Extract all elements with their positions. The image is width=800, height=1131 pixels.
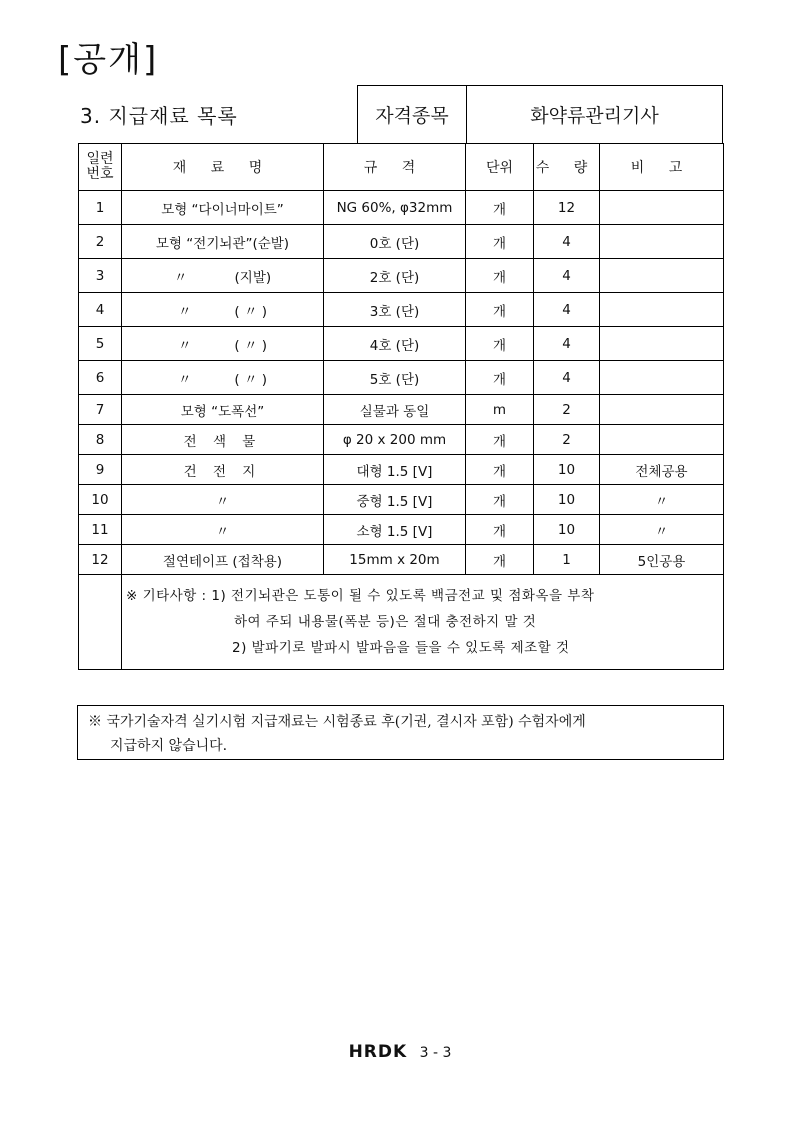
row-number: 1 [79,191,122,225]
cert-box [357,85,723,143]
material-qty: 4 [534,225,600,259]
table-row [79,361,724,395]
material-note [600,327,724,361]
material-spec: 실물과 동일 [324,395,466,425]
material-note [600,425,724,455]
col-header-name: 재 료 명 [122,144,324,191]
table-header-row [79,144,724,191]
table-row [79,515,724,545]
cert-value: 화약류관리기사 [530,105,659,127]
material-qty: 10 [534,485,600,515]
row-number: 6 [79,361,122,395]
material-qty: 4 [534,293,600,327]
material-note [600,361,724,395]
material-spec: φ 20 x 200 mm [324,425,466,455]
material-qty: 10 [534,455,600,485]
table-row [79,191,724,225]
col-header-qty: 수 량 [534,144,600,191]
note-line-3: 2) 발파기로 발파시 발파음을 들을 수 있도록 제조할 것 [232,640,570,656]
material-note: 〃 [600,485,724,515]
material-name: 절연테이프 (접착용) [122,545,324,575]
material-qty: 2 [534,425,600,455]
material-qty: 4 [534,259,600,293]
row-number: 12 [79,545,122,575]
material-unit: 개 [466,191,534,225]
material-unit: 개 [466,361,534,395]
material-unit: 개 [466,485,534,515]
notes-row [79,575,724,670]
hrdk-logo: HRDK [348,1042,408,1062]
material-name: 〃 ( 〃 ) [122,293,324,327]
row-number: 2 [79,225,122,259]
material-unit: 개 [466,259,534,293]
material-spec: 대형 1.5 [V] [324,455,466,485]
material-qty: 2 [534,395,600,425]
table-row [79,293,724,327]
material-unit: 개 [466,455,534,485]
notice-line-1: ※ 국가기술자격 실기시험 지급재료는 시험종료 후(기권, 결시자 포함) 수험자에게 [88,714,586,730]
col-header-spec: 규 격 [324,144,466,191]
notice-line-2: 지급하지 않습니다. [110,738,228,754]
material-qty: 1 [534,545,600,575]
page-footer [0,1042,800,1062]
col-header-unit: 단위 [466,144,534,191]
material-qty: 10 [534,515,600,545]
material-name: 모형 “다이너마이트” [122,191,324,225]
note-line-1: ※ 기타사항 : 1) 전기뇌관은 도통이 될 수 있도록 백금전교 및 점화옥을 부착 [126,588,595,604]
page-number: 3 - 3 [419,1045,452,1061]
material-note: 〃 [600,515,724,545]
material-spec: 3호 (단) [324,293,466,327]
material-unit: 개 [466,225,534,259]
material-unit: 개 [466,327,534,361]
section-title: 3. 지급재료 목록 [80,103,238,128]
row-number: 9 [79,455,122,485]
material-qty: 4 [534,361,600,395]
table-row [79,455,724,485]
material-name: 건 전 지 [122,455,324,485]
material-unit: m [466,395,534,425]
table-row [79,425,724,455]
table-row [79,485,724,515]
row-number: 4 [79,293,122,327]
row-number: 10 [79,485,122,515]
table-row [79,225,724,259]
table-row [79,395,724,425]
row-number: 3 [79,259,122,293]
material-name: 전 색 물 [122,425,324,455]
material-name: 〃 [122,485,324,515]
material-spec: 4호 (단) [324,327,466,361]
material-spec: 5호 (단) [324,361,466,395]
material-note [600,259,724,293]
material-qty: 12 [534,191,600,225]
row-number: 5 [79,327,122,361]
material-spec: 0호 (단) [324,225,466,259]
material-spec: 소형 1.5 [V] [324,515,466,545]
open-label: [공개] [58,40,159,80]
material-spec: 2호 (단) [324,259,466,293]
material-unit: 개 [466,425,534,455]
material-note [600,191,724,225]
material-note [600,225,724,259]
table-row [79,259,724,293]
material-name: 모형 “도폭선” [122,395,324,425]
cert-label: 자격종목 [358,86,467,143]
materials-table [78,143,724,670]
material-name: 〃 [122,515,324,545]
table-row [79,327,724,361]
notice-box [77,705,724,760]
material-note: 전체공용 [600,455,724,485]
material-name: 〃 (지발) [122,259,324,293]
material-name: 모형 “전기뇌관”(순발) [122,225,324,259]
material-note [600,395,724,425]
col-header-note: 비 고 [600,144,724,191]
col-header-number: 일련 번호 [79,144,122,191]
row-number: 11 [79,515,122,545]
header-box [78,85,723,143]
note-line-2: 하여 주되 내용물(폭분 등)은 절대 충전하지 말 것 [234,614,537,630]
table-row [79,545,724,575]
row-number: 8 [79,425,122,455]
notes-blank-cell [79,575,122,670]
material-spec: NG 60%, φ32mm [324,191,466,225]
material-note: 5인공용 [600,545,724,575]
material-unit: 개 [466,545,534,575]
material-spec: 중형 1.5 [V] [324,485,466,515]
row-number: 7 [79,395,122,425]
material-unit: 개 [466,515,534,545]
material-name: 〃 ( 〃 ) [122,361,324,395]
material-qty: 4 [534,327,600,361]
material-name: 〃 ( 〃 ) [122,327,324,361]
notes-cell [122,575,724,670]
material-note [600,293,724,327]
material-unit: 개 [466,293,534,327]
material-spec: 15mm x 20m [324,545,466,575]
